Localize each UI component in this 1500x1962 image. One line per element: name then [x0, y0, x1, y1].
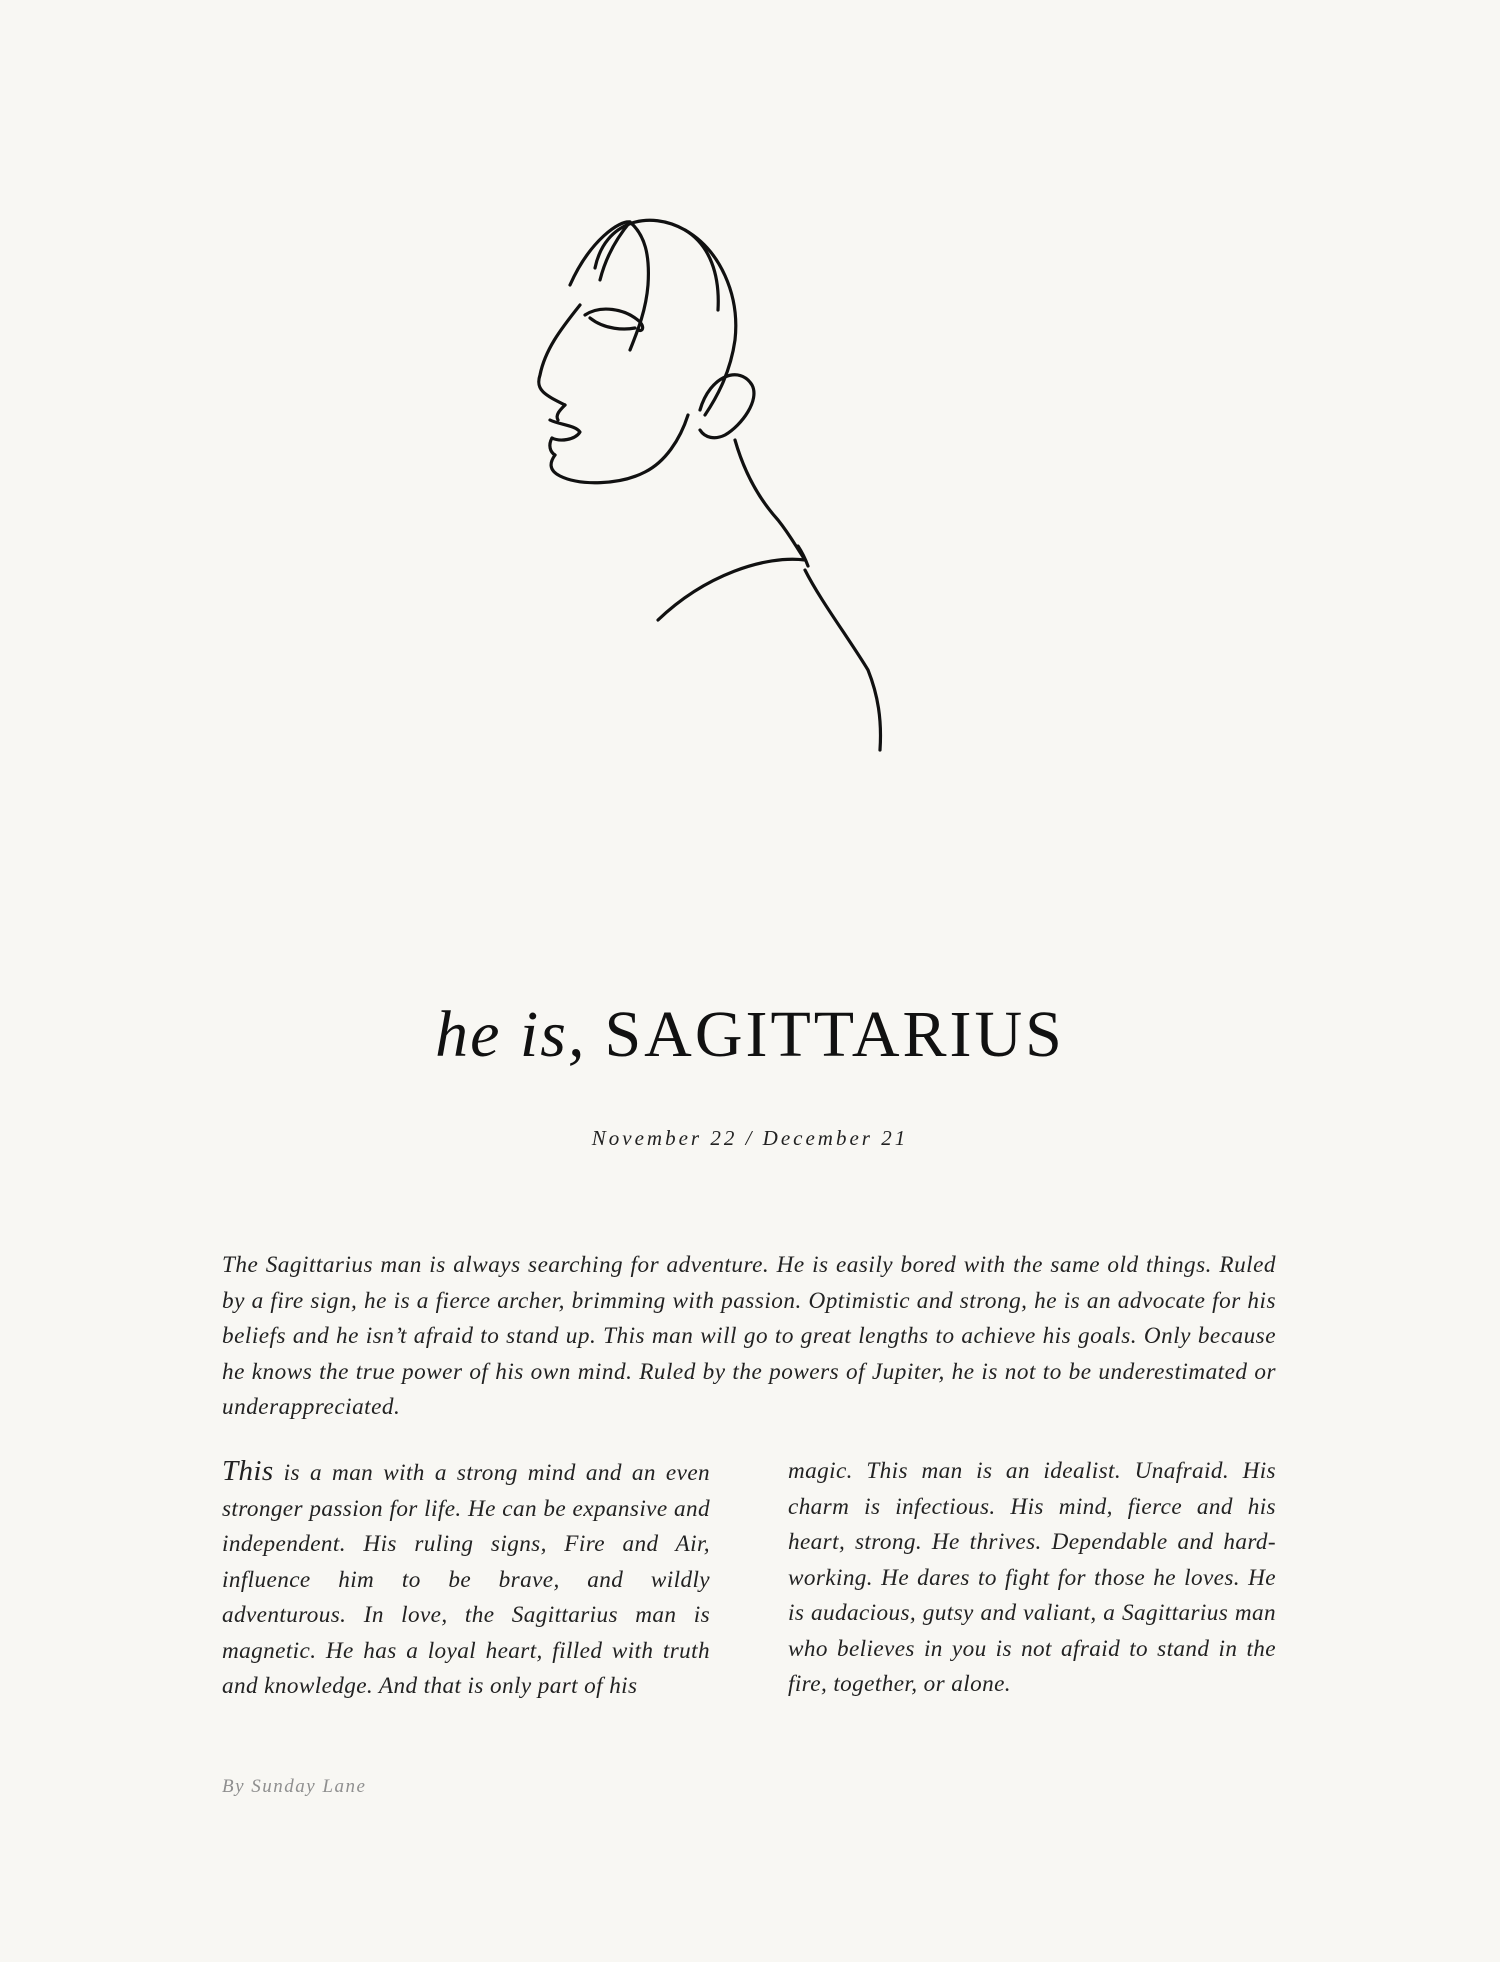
body-text-right: magic. This man is an idealist. Unafraid. His charm is infectious. His mind, fierce and his heart, strong. He thrives. Dependable and hard-working. He dares to fight for those he loves. He is audacious, gutsy and valiant, a Sagittarius man who believes in you is not afraid to stand in the fire, together, or alone.	[788, 1458, 1276, 1697]
intro-paragraph: The Sagittarius man is always searching for adventure. He is easily bored with the same old things. Ruled by a fire sign, he is a fierce archer, brimming with passion. Optimistic and strong, he is an advocate for his beliefs and he isn’t afraid to stand up. This man will go to great lengths to achieve his goals. Only because he knows the true power of his own mind. Ruled by the powers of Jupiter, he is not to be underestimated or underappreciated.	[222, 1252, 1276, 1420]
date-range: November 22 / December 21	[591, 1126, 909, 1150]
title-prefix: he is,	[435, 998, 587, 1071]
line-drawing-portrait	[520, 200, 980, 920]
body-text-left: is a man with a strong mind and an even stronger passion for life. He can be expansive and independent. His ruling signs, Fire and Air, influence him to be brave, and wildly adventurous. In love, the Sagittarius man is magnetic. He has a loyal heart, filled with truth and knowledge. And that is only part of his	[222, 1460, 710, 1699]
body-columns	[222, 1454, 1276, 1705]
page-title	[0, 998, 1500, 1071]
title-sign: SAGITTARIUS	[604, 998, 1065, 1071]
byline: By Sunday Lane	[222, 1776, 367, 1797]
body-column-left	[222, 1454, 710, 1705]
lead-word: This	[222, 1455, 274, 1487]
body-column-right	[788, 1454, 1276, 1705]
